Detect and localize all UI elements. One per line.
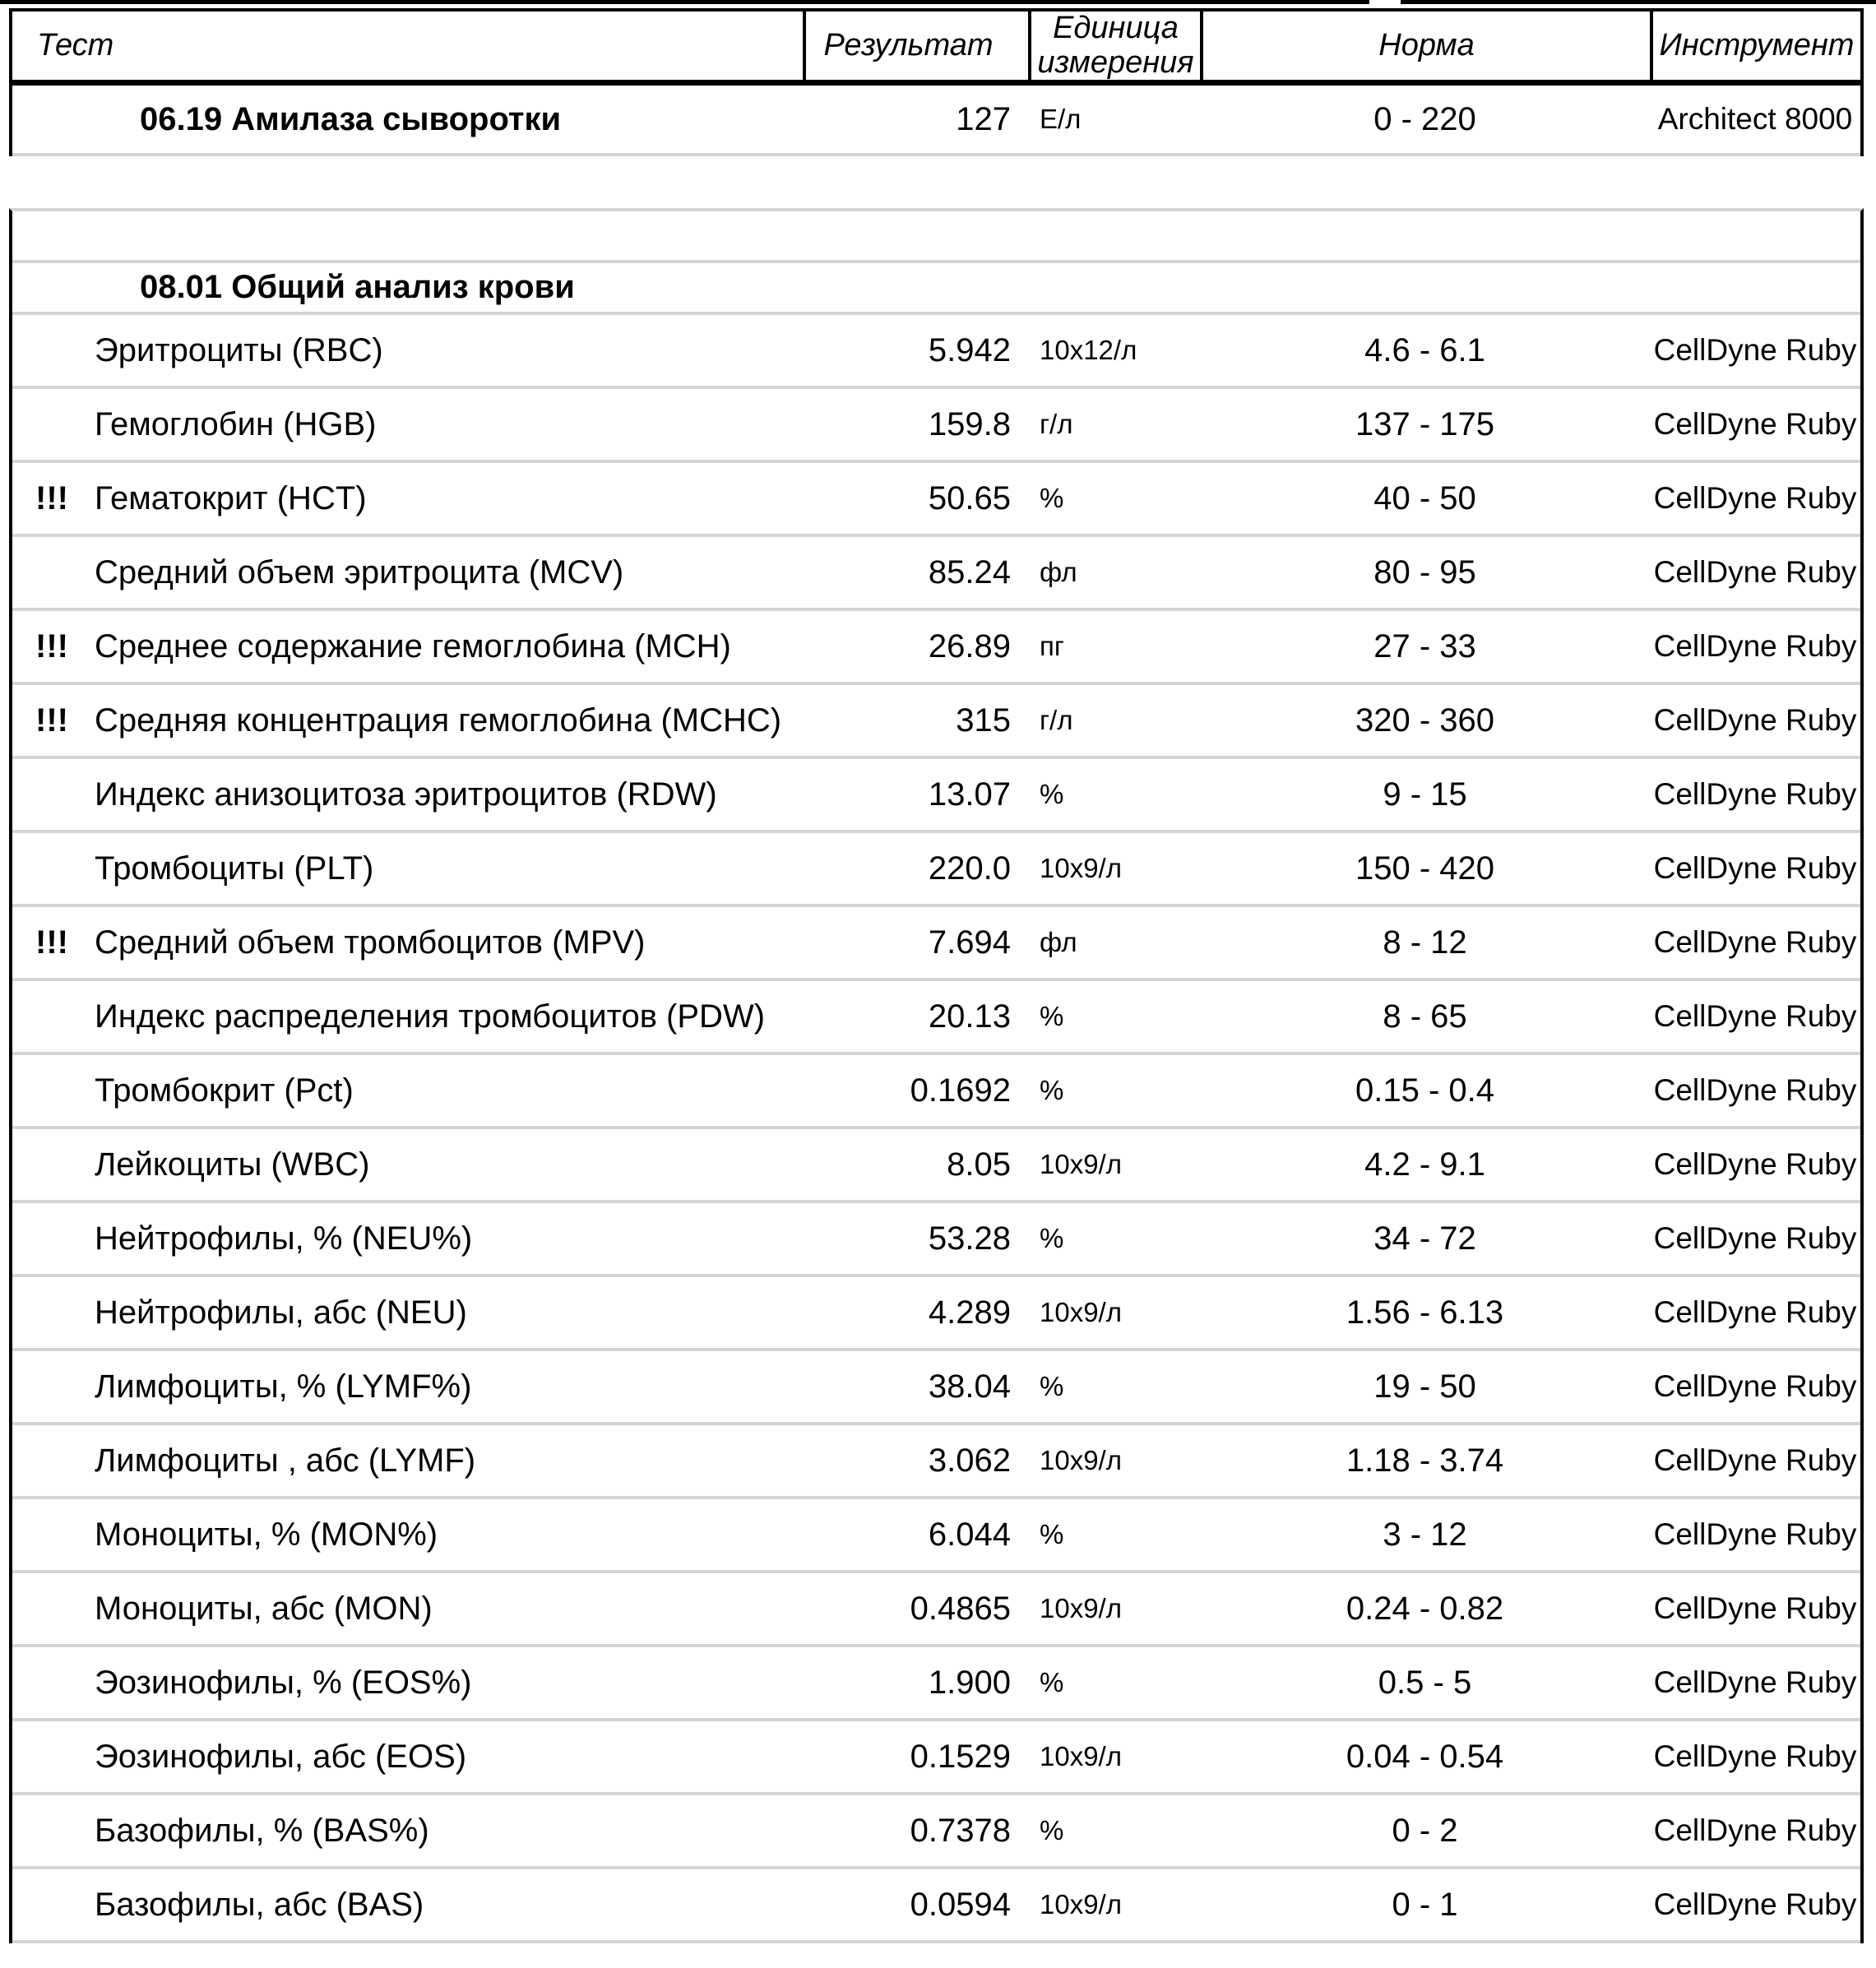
column-header-unit: Единица измерения <box>1028 12 1200 80</box>
unit-value: 10x9/л <box>1040 1889 1122 1919</box>
norm-range: 3 - 12 <box>1383 1516 1467 1553</box>
test-name: Базофилы, абс (BAS) <box>95 1886 424 1923</box>
test-cell <box>12 611 803 682</box>
norm-range: 0.04 - 0.54 <box>1346 1738 1504 1775</box>
test-name: Базофилы, % (BAS%) <box>95 1812 429 1849</box>
test-cell <box>12 1277 803 1348</box>
table-header-row <box>12 8 1860 86</box>
result-value: 6.044 <box>928 1516 1011 1553</box>
test-name: Гемоглобин (HGB) <box>95 405 377 442</box>
norm-range: 0.15 - 0.4 <box>1355 1072 1494 1109</box>
out-of-range-marker: !!! <box>35 924 68 961</box>
test-cell <box>12 1721 803 1792</box>
section-header-row <box>12 263 1860 315</box>
test-cell <box>12 1351 803 1422</box>
unit-value: % <box>1040 1667 1064 1697</box>
instrument-name: CellDyne Ruby <box>1653 1073 1857 1107</box>
test-name: Индекс анизоцитоза эритроцитов (RDW) <box>95 776 717 813</box>
test-name: Моноциты, % (MON%) <box>95 1516 438 1553</box>
test-name: Средняя концентрация гемоглобина (MCHC) <box>95 702 782 739</box>
table-row <box>12 1721 1860 1795</box>
norm-range: 34 - 72 <box>1373 1220 1476 1257</box>
cropped-previous-row-border <box>0 0 1369 4</box>
norm-range: 0 - 220 <box>1373 100 1476 137</box>
test-name: Индекс распределения тромбоцитов (PDW) <box>95 998 766 1035</box>
test-name: Эритроциты (RBC) <box>95 331 383 368</box>
column-header-result: Результат <box>803 12 1028 80</box>
instrument-name: CellDyne Ruby <box>1653 555 1857 589</box>
column-header-test: Тест <box>37 27 114 63</box>
table-row <box>12 1351 1860 1425</box>
test-name: Моноциты, абс (MON) <box>95 1590 433 1627</box>
table-row <box>12 537 1860 611</box>
cropped-previous-row-border <box>1401 0 1876 4</box>
instrument-name: CellDyne Ruby <box>1653 407 1857 441</box>
table-row <box>12 611 1860 685</box>
table-row <box>12 759 1860 833</box>
instrument-name: CellDyne Ruby <box>1653 1591 1857 1625</box>
test-name: Эозинофилы, % (EOS%) <box>95 1664 472 1701</box>
unit-value: % <box>1040 483 1064 513</box>
unit-value: фл <box>1040 557 1077 587</box>
test-name: Нейтрофилы, % (NEU%) <box>95 1220 473 1257</box>
instrument-name: CellDyne Ruby <box>1653 1739 1857 1773</box>
test-name: Гематокрит (HCT) <box>95 479 367 516</box>
instrument-name: CellDyne Ruby <box>1653 333 1857 367</box>
result-value: 13.07 <box>928 776 1011 813</box>
test-cell <box>12 833 803 904</box>
norm-range: 150 - 420 <box>1355 850 1495 887</box>
instrument-name: CellDyne Ruby <box>1653 1443 1857 1477</box>
norm-range: 80 - 95 <box>1373 553 1476 590</box>
result-value: 0.1692 <box>910 1072 1011 1109</box>
out-of-range-marker: !!! <box>35 479 68 516</box>
result-value: 220.0 <box>928 850 1011 887</box>
section-title: 08.01 Общий анализ крови <box>140 269 575 305</box>
table-row <box>12 981 1860 1055</box>
unit-value: 10x9/л <box>1040 1593 1122 1623</box>
norm-range: 320 - 360 <box>1355 702 1495 739</box>
instrument-name: CellDyne Ruby <box>1653 1813 1857 1847</box>
result-value: 7.694 <box>928 924 1011 961</box>
norm-range: 137 - 175 <box>1355 405 1495 442</box>
unit-value: г/л <box>1040 705 1073 735</box>
result-value: 315 <box>956 702 1011 739</box>
unit-value: пг <box>1040 631 1064 661</box>
result-value: 0.7378 <box>910 1812 1011 1849</box>
table-row <box>12 1425 1860 1499</box>
test-cell <box>12 759 803 830</box>
test-name: Средний объем тромбоцитов (MPV) <box>95 924 646 961</box>
table-row <box>12 463 1860 537</box>
norm-range: 1.18 - 3.74 <box>1346 1442 1504 1479</box>
test-cell <box>12 1425 803 1496</box>
table-row <box>12 1203 1860 1277</box>
result-value: 53.28 <box>928 1220 1011 1257</box>
column-header-instrument: Инструмент <box>1650 12 1860 80</box>
amylase-results-table <box>9 8 1864 156</box>
norm-range: 4.2 - 9.1 <box>1364 1146 1485 1183</box>
unit-value: % <box>1040 1519 1064 1549</box>
instrument-name: CellDyne Ruby <box>1653 481 1857 515</box>
cbc-results-table <box>9 208 1864 1943</box>
result-value: 3.062 <box>928 1442 1011 1479</box>
out-of-range-marker: !!! <box>35 702 68 739</box>
norm-range: 1.56 - 6.13 <box>1346 1294 1504 1331</box>
norm-range: 27 - 33 <box>1373 627 1476 664</box>
instrument-name: CellDyne Ruby <box>1653 1665 1857 1699</box>
table-row <box>12 389 1860 463</box>
unit-value: фл <box>1040 927 1077 957</box>
unit-value: г/л <box>1040 409 1073 439</box>
instrument-name: CellDyne Ruby <box>1653 925 1857 959</box>
norm-range: 0.5 - 5 <box>1378 1664 1472 1701</box>
test-name: Тромбоциты (PLT) <box>95 850 374 887</box>
test-name: Тромбокрит (Pct) <box>95 1072 354 1109</box>
norm-range: 40 - 50 <box>1373 479 1476 516</box>
test-cell <box>12 1795 803 1866</box>
unit-value: 10x9/л <box>1040 1445 1122 1475</box>
norm-range: 8 - 65 <box>1383 998 1467 1035</box>
instrument-name: CellDyne Ruby <box>1653 703 1857 737</box>
norm-range: 19 - 50 <box>1373 1368 1476 1405</box>
instrument-name: CellDyne Ruby <box>1653 851 1857 885</box>
norm-range: 0 - 1 <box>1392 1886 1458 1923</box>
norm-range: 4.6 - 6.1 <box>1364 331 1485 368</box>
empty-row <box>12 211 1860 263</box>
test-cell <box>12 389 803 460</box>
instrument-name: CellDyne Ruby <box>1653 1369 1857 1403</box>
test-cell <box>12 1573 803 1644</box>
test-cell <box>12 315 803 386</box>
instrument-name: CellDyne Ruby <box>1653 999 1857 1033</box>
unit-value: 10x9/л <box>1040 1741 1122 1771</box>
table-row <box>12 833 1860 907</box>
test-cell <box>12 981 803 1052</box>
result-value: 50.65 <box>928 479 1011 516</box>
test-name: Нейтрофилы, абс (NEU) <box>95 1294 467 1331</box>
result-value: 20.13 <box>928 998 1011 1035</box>
unit-value: % <box>1040 1075 1064 1105</box>
norm-range: 8 - 12 <box>1383 924 1467 961</box>
instrument-name: Architect 8000 <box>1657 102 1853 136</box>
result-value: 159.8 <box>928 405 1011 442</box>
table-row <box>12 1795 1860 1869</box>
norm-range: 9 - 15 <box>1383 776 1467 813</box>
norm-range: 0 - 2 <box>1392 1812 1458 1849</box>
table-row <box>12 1573 1860 1647</box>
unit-value: % <box>1040 1815 1064 1845</box>
result-value: 0.1529 <box>910 1738 1011 1775</box>
instrument-name: CellDyne Ruby <box>1653 629 1857 663</box>
table-row <box>12 1055 1860 1129</box>
table-row <box>12 1647 1860 1721</box>
table-row <box>12 1277 1860 1351</box>
column-header-norm: Норма <box>1200 12 1650 80</box>
instrument-name: CellDyne Ruby <box>1653 1221 1857 1255</box>
norm-range: 0.24 - 0.82 <box>1346 1590 1504 1627</box>
result-value: 5.942 <box>928 331 1011 368</box>
test-name: Лейкоциты (WBC) <box>95 1146 370 1183</box>
instrument-name: CellDyne Ruby <box>1653 1517 1857 1551</box>
table-row <box>12 907 1860 981</box>
instrument-name: CellDyne Ruby <box>1653 777 1857 811</box>
unit-value: % <box>1040 1371 1064 1401</box>
unit-value: 10x12/л <box>1040 335 1137 365</box>
instrument-name: CellDyne Ruby <box>1653 1295 1857 1329</box>
table-row <box>12 315 1860 389</box>
result-value: 26.89 <box>928 627 1011 664</box>
unit-value: Е/л <box>1040 104 1082 134</box>
result-value: 4.289 <box>928 1294 1011 1331</box>
unit-value: 10x9/л <box>1040 1149 1122 1179</box>
test-cell <box>12 463 803 534</box>
cbc-rows-container <box>12 315 1860 1943</box>
unit-value: 10x9/л <box>1040 853 1122 883</box>
table-row <box>12 1129 1860 1203</box>
table-row <box>12 685 1860 759</box>
test-cell <box>12 1869 803 1940</box>
unit-value: % <box>1040 1001 1064 1031</box>
test-cell <box>12 907 803 978</box>
test-name: Лимфоциты , абс (LYMF) <box>95 1442 476 1479</box>
table-row <box>12 86 1860 156</box>
test-cell <box>12 537 803 608</box>
result-value: 127 <box>956 100 1011 137</box>
table-row <box>12 1499 1860 1573</box>
test-cell <box>12 1647 803 1718</box>
result-value: 8.05 <box>947 1146 1011 1183</box>
test-cell <box>12 1499 803 1570</box>
test-name: Среднее содержание гемоглобина (MCH) <box>95 627 731 664</box>
out-of-range-marker: !!! <box>35 627 68 664</box>
result-value: 0.4865 <box>910 1590 1011 1627</box>
result-value: 38.04 <box>928 1368 1011 1405</box>
unit-value: 10x9/л <box>1040 1297 1122 1327</box>
result-value: 85.24 <box>928 553 1011 590</box>
result-value: 0.0594 <box>910 1886 1011 1923</box>
test-name: Эозинофилы, абс (EOS) <box>95 1738 467 1775</box>
table-row <box>12 1869 1860 1943</box>
test-cell <box>12 685 803 756</box>
test-cell <box>12 1129 803 1200</box>
unit-value: % <box>1040 779 1064 809</box>
test-name: 06.19 Амилаза сыворотки <box>140 100 562 137</box>
test-name: Средний объем эритроцита (MCV) <box>95 553 624 590</box>
test-cell <box>12 1055 803 1126</box>
test-name: Лимфоциты, % (LYMF%) <box>95 1368 472 1405</box>
result-value: 1.900 <box>928 1664 1011 1701</box>
test-cell <box>12 1203 803 1274</box>
instrument-name: CellDyne Ruby <box>1653 1887 1857 1921</box>
unit-value: % <box>1040 1223 1064 1253</box>
instrument-name: CellDyne Ruby <box>1653 1147 1857 1181</box>
